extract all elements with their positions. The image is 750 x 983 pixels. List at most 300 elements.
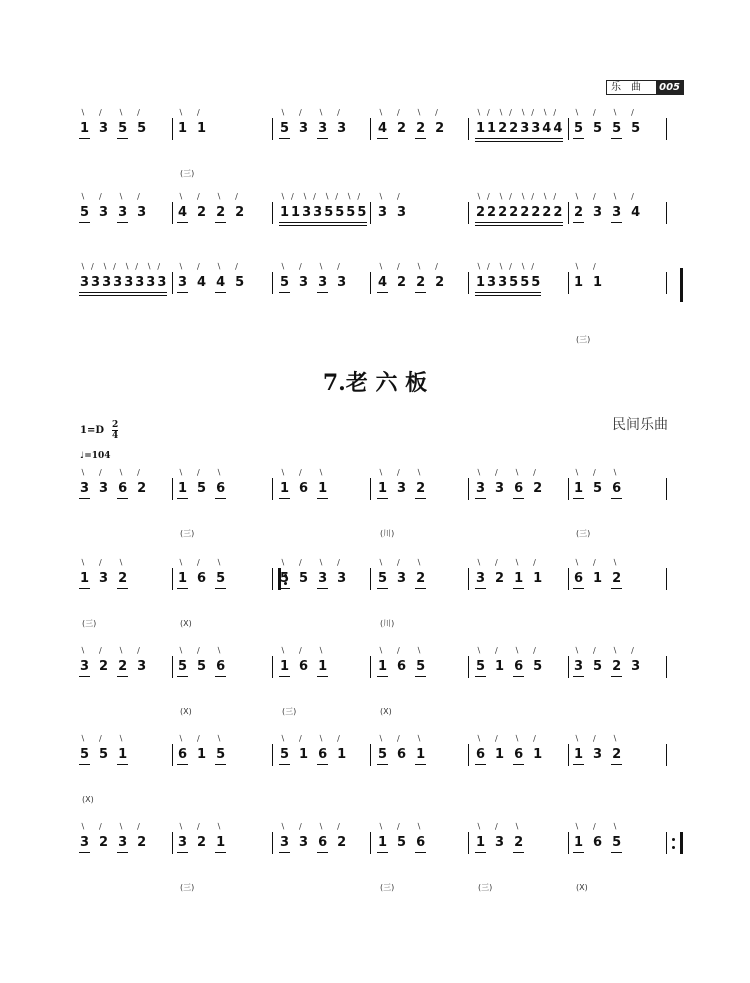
bowing-mark: ∖ xyxy=(574,558,580,567)
bowing-mark: ∖ xyxy=(118,108,124,117)
note: 3 ∕ xyxy=(397,468,407,496)
note: 1 ∕ xyxy=(337,734,347,762)
barline xyxy=(568,478,569,500)
bowing-mark: ∕ xyxy=(631,108,634,117)
section-tag xyxy=(606,80,684,95)
note: 6 ∕ xyxy=(397,646,407,674)
note: 3 ∖ xyxy=(118,192,128,220)
fingering-mark: (三) xyxy=(282,707,297,716)
measure xyxy=(80,468,147,496)
measure xyxy=(378,262,445,290)
measure xyxy=(476,192,563,220)
bowing-mark: ∕ xyxy=(299,558,302,567)
bowing-mark: ∕ xyxy=(337,108,340,117)
fingering-mark: (三) xyxy=(380,883,395,892)
upper_systems-system xyxy=(80,262,690,344)
note: 6 ∕ xyxy=(397,734,407,762)
bowing-mark: ∕ xyxy=(495,468,498,477)
bowing-mark: ∖ xyxy=(416,558,422,567)
bowing-mark: ∖ xyxy=(118,558,124,567)
note: 3 ∕ xyxy=(397,192,407,220)
bowing-mark: ∕ xyxy=(593,192,596,201)
note: 3 ∖ xyxy=(612,192,622,220)
bowing-mark: ∖ xyxy=(80,646,86,655)
bowing-mark: ∕ xyxy=(495,558,498,567)
note: 5 ∖ xyxy=(520,262,530,290)
bowing-mark: ∖ xyxy=(476,734,482,743)
barline xyxy=(568,568,569,590)
note: 3 ∕ xyxy=(531,108,541,136)
bowing-mark: ∖ xyxy=(612,192,618,201)
fingering-mark: (X) xyxy=(180,707,192,716)
repeat-end-barline xyxy=(680,832,683,854)
fingering-mark: (三) xyxy=(82,619,97,628)
note: 6 ∖ xyxy=(318,822,328,850)
note: 1 ∖ xyxy=(416,734,426,762)
bowing-mark: ∕ xyxy=(593,646,596,655)
bowing-mark: ∖ xyxy=(378,108,384,117)
note: 3 ∕ xyxy=(137,192,147,220)
note: 3 ∖ xyxy=(476,468,486,496)
note: 1 ∖ xyxy=(178,558,188,586)
measure xyxy=(476,734,543,762)
note: 2 ∕ xyxy=(137,822,147,850)
note: 1 ∖ xyxy=(378,822,388,850)
bowing-mark: ∕ xyxy=(531,262,534,271)
bowing-mark: ∕ xyxy=(593,262,596,271)
bowing-mark: ∕ xyxy=(137,192,140,201)
bowing-mark: ∕ xyxy=(197,646,200,655)
bowing-mark: ∕ xyxy=(137,646,140,655)
note: 3 ∕ xyxy=(593,192,603,220)
note: 1 ∖ xyxy=(80,558,90,586)
bowing-mark: ∖ xyxy=(574,734,580,743)
note: 3 ∕ xyxy=(631,646,641,674)
bowing-mark: ∖ xyxy=(514,646,520,655)
measure xyxy=(178,108,207,136)
note: 1 ∖ xyxy=(280,192,290,220)
barline xyxy=(172,272,173,294)
barline xyxy=(172,568,173,590)
bowing-mark: ∖ xyxy=(514,468,520,477)
barline xyxy=(468,744,469,766)
bowing-mark: ∖ xyxy=(612,108,618,117)
note: 2 ∕ xyxy=(531,192,541,220)
measure xyxy=(574,192,641,220)
barline xyxy=(568,272,569,294)
bowing-mark: ∖ xyxy=(378,192,384,201)
note: 3 ∕ xyxy=(299,108,309,136)
bowing-mark: ∖ xyxy=(318,108,324,117)
final-barline xyxy=(680,268,683,302)
bowing-mark: ∕ xyxy=(397,262,400,271)
measure xyxy=(476,262,541,290)
note: 2 ∖ xyxy=(520,192,530,220)
note: 2 ∕ xyxy=(397,262,407,290)
note: 3 ∖ xyxy=(302,192,312,220)
key-signature: 1=D xyxy=(80,425,105,436)
bowing-mark: ∖ xyxy=(378,468,384,477)
note: 6 ∖ xyxy=(514,734,524,762)
bowing-mark: ∖ xyxy=(514,822,520,831)
note: 3 ∖ xyxy=(118,822,128,850)
measure xyxy=(574,734,622,762)
note: 3 ∕ xyxy=(495,468,505,496)
measure xyxy=(574,468,622,496)
bowing-mark: ∖ xyxy=(476,558,482,567)
bowing-mark: ∖ xyxy=(498,192,504,201)
barline xyxy=(468,478,469,500)
note: 3 ∕ xyxy=(313,192,323,220)
note: 2 ∖ xyxy=(612,646,622,674)
measure xyxy=(178,646,226,674)
lower_systems-system xyxy=(80,646,690,716)
note: 1 ∕ xyxy=(197,108,207,136)
bowing-mark: ∕ xyxy=(99,558,102,567)
note: 3 ∖ xyxy=(80,822,90,850)
bowing-mark: ∕ xyxy=(631,646,634,655)
note: 5 ∕ xyxy=(299,558,309,586)
note: 5 ∖ xyxy=(476,646,486,674)
note: 1 ∖ xyxy=(476,262,486,290)
note: 3 ∕ xyxy=(337,558,347,586)
barline xyxy=(666,272,667,294)
note: 3 ∕ xyxy=(137,646,147,674)
note: 2 ∕ xyxy=(553,192,563,220)
note: 2 ∕ xyxy=(533,468,543,496)
measure xyxy=(378,558,426,586)
note: 2 ∕ xyxy=(337,822,347,850)
note: 5 ∕ xyxy=(533,646,543,674)
bowing-mark: ∖ xyxy=(280,646,286,655)
upper_systems-system xyxy=(80,192,690,236)
barline xyxy=(568,118,569,140)
bowing-mark: ∕ xyxy=(593,108,596,117)
note: 6 ∕ xyxy=(593,822,603,850)
note: 2 ∖ xyxy=(416,468,426,496)
barline xyxy=(568,832,569,854)
note: 3 ∖ xyxy=(124,262,134,290)
note: 2 ∖ xyxy=(416,108,426,136)
note: 3 ∕ xyxy=(91,262,101,290)
note: 5 ∕ xyxy=(631,108,641,136)
bowing-mark: ∕ xyxy=(531,108,534,117)
time-signature xyxy=(112,420,118,441)
barline xyxy=(172,118,173,140)
note: 5 ∕ xyxy=(593,108,603,136)
note: 1 ∖ xyxy=(318,646,328,674)
bowing-mark: ∕ xyxy=(157,262,161,271)
note: 5 ∖ xyxy=(80,734,90,762)
bowing-mark: ∖ xyxy=(318,646,324,655)
note: 1 ∖ xyxy=(216,822,226,850)
note: 3 ∕ xyxy=(337,262,347,290)
measure xyxy=(574,646,641,674)
note: 5 ∖ xyxy=(216,734,226,762)
bowing-mark: ∖ xyxy=(80,468,86,477)
bowing-mark: ∕ xyxy=(509,108,512,117)
bowing-mark: ∖ xyxy=(520,262,526,271)
note: 2 ∕ xyxy=(509,192,519,220)
measure xyxy=(280,262,347,290)
note: 2 ∕ xyxy=(197,822,207,850)
note: 2 ∖ xyxy=(476,192,486,220)
bowing-mark: ∖ xyxy=(612,734,618,743)
note: 5 ∖ xyxy=(324,192,334,220)
bowing-mark: ∖ xyxy=(318,468,324,477)
barline xyxy=(370,832,371,854)
note: 3 ∖ xyxy=(178,822,188,850)
note: 5 ∖ xyxy=(378,734,388,762)
note: 1 ∕ xyxy=(487,108,497,136)
note: 2 ∖ xyxy=(574,192,584,220)
measure xyxy=(476,822,524,850)
page-number: 005 xyxy=(656,81,683,94)
barline xyxy=(568,656,569,678)
bowing-mark: ∕ xyxy=(137,108,140,117)
bowing-mark: ∕ xyxy=(533,558,536,567)
measure xyxy=(80,646,147,674)
note: 6 ∖ xyxy=(216,468,226,496)
barline xyxy=(666,202,667,224)
note: 5 ∖ xyxy=(216,558,226,586)
bowing-mark: ∖ xyxy=(378,822,384,831)
bowing-mark: ∖ xyxy=(318,822,324,831)
bowing-mark: ∖ xyxy=(542,192,548,201)
note: 1 ∖ xyxy=(178,468,188,496)
note: 5 ∖ xyxy=(574,108,584,136)
bowing-mark: ∖ xyxy=(498,262,504,271)
bowing-mark: ∖ xyxy=(216,558,222,567)
barline xyxy=(370,744,371,766)
bowing-mark: ∖ xyxy=(118,468,124,477)
bowing-mark: ∕ xyxy=(593,558,596,567)
bowing-mark: ∕ xyxy=(197,192,200,201)
bowing-mark: ∕ xyxy=(335,192,338,201)
note: 3 ∖ xyxy=(318,108,328,136)
note: 5 ∕ xyxy=(593,646,603,674)
lower_systems-system xyxy=(80,822,690,892)
measure xyxy=(80,558,128,586)
note: 3 ∖ xyxy=(318,558,328,586)
bowing-mark: ∕ xyxy=(337,822,340,831)
note: 1 ∖ xyxy=(378,468,388,496)
bowing-mark: ∕ xyxy=(137,822,140,831)
note: 2 ∖ xyxy=(118,558,128,586)
bowing-mark: ∖ xyxy=(416,646,422,655)
bowing-mark: ∖ xyxy=(280,262,286,271)
bowing-mark: ∖ xyxy=(118,646,124,655)
bowing-mark: ∖ xyxy=(612,468,618,477)
bowing-mark: ∕ xyxy=(337,558,340,567)
bowing-mark: ∖ xyxy=(378,734,384,743)
note: 2 ∕ xyxy=(235,192,245,220)
bowing-mark: ∖ xyxy=(612,822,618,831)
barline xyxy=(468,118,469,140)
note: 4 ∖ xyxy=(216,262,226,290)
note: 1 ∖ xyxy=(318,468,328,496)
note: 4 ∕ xyxy=(197,262,207,290)
note: 1 ∖ xyxy=(574,822,584,850)
barline xyxy=(370,272,371,294)
bowing-mark: ∕ xyxy=(197,262,200,271)
measure xyxy=(280,468,328,496)
measure xyxy=(378,192,407,220)
bowing-mark: ∕ xyxy=(495,822,498,831)
barline xyxy=(272,656,273,678)
bowing-mark: ∕ xyxy=(553,108,557,117)
lower_systems-system xyxy=(80,468,690,538)
bowing-mark: ∕ xyxy=(397,192,400,201)
note: 1 ∖ xyxy=(280,646,290,674)
bowing-mark: ∖ xyxy=(216,734,222,743)
bowing-mark: ∖ xyxy=(216,822,222,831)
bowing-mark: ∖ xyxy=(80,108,86,117)
note: 3 ∖ xyxy=(520,108,530,136)
bowing-mark: ∖ xyxy=(280,558,286,567)
bowing-mark: ∖ xyxy=(612,558,618,567)
note: 6 ∖ xyxy=(514,646,524,674)
barline xyxy=(666,744,667,766)
note: 5 ∕ xyxy=(197,468,207,496)
note: 4 ∖ xyxy=(178,192,188,220)
bowing-mark: ∕ xyxy=(197,108,200,117)
note: 6 ∖ xyxy=(318,734,328,762)
fingering-mark: (三) xyxy=(478,883,493,892)
time-signature-top: 2 xyxy=(112,420,119,430)
note: 3 ∕ xyxy=(99,558,109,586)
note: 2 ∕ xyxy=(99,646,109,674)
bowing-mark: ∕ xyxy=(487,192,490,201)
note: 6 ∖ xyxy=(514,468,524,496)
barline xyxy=(666,478,667,500)
bowing-mark: ∕ xyxy=(495,646,498,655)
barline xyxy=(172,656,173,678)
bowing-mark: ∖ xyxy=(346,192,352,201)
note: 6 ∕ xyxy=(299,646,309,674)
barline xyxy=(568,744,569,766)
measure xyxy=(378,822,426,850)
measure xyxy=(574,262,603,290)
measure xyxy=(280,822,347,850)
bowing-mark: ∕ xyxy=(397,558,400,567)
note: 1 ∕ xyxy=(593,558,603,586)
measure xyxy=(80,108,147,136)
note: 4 ∕ xyxy=(553,108,563,136)
bowing-mark: ∖ xyxy=(520,108,526,117)
note: 2 ∕ xyxy=(509,108,519,136)
note: 6 ∖ xyxy=(476,734,486,762)
fingering-mark: (X) xyxy=(82,795,94,804)
barline xyxy=(370,118,371,140)
bowing-mark: ∕ xyxy=(197,558,200,567)
note: 5 ∖ xyxy=(280,262,290,290)
note: 6 ∖ xyxy=(118,468,128,496)
bowing-mark: ∖ xyxy=(118,192,124,201)
barline xyxy=(272,744,273,766)
barline xyxy=(172,832,173,854)
lower_systems-system xyxy=(80,558,690,628)
note: 3 ∖ xyxy=(178,262,188,290)
barline xyxy=(370,656,371,678)
bowing-mark: ∕ xyxy=(337,734,340,743)
measure xyxy=(178,468,226,496)
note: 5 ∖ xyxy=(280,734,290,762)
bowing-mark: ∕ xyxy=(397,822,400,831)
bowing-mark: ∖ xyxy=(378,558,384,567)
note: 1 ∕ xyxy=(533,558,543,586)
barline xyxy=(370,568,371,590)
bowing-mark: ∖ xyxy=(80,822,86,831)
piece-attribution: 民间乐曲 xyxy=(612,417,668,433)
bowing-mark: ∕ xyxy=(235,192,238,201)
bowing-mark: ∖ xyxy=(280,108,286,117)
note: 3 ∕ xyxy=(299,822,309,850)
fingering-mark: (三) xyxy=(576,529,591,538)
bowing-mark: ∕ xyxy=(631,192,634,201)
note: 3 ∕ xyxy=(99,108,109,136)
note: 5 ∖ xyxy=(118,108,128,136)
measure xyxy=(280,108,347,136)
bowing-mark: ∖ xyxy=(416,734,422,743)
note: 3 ∖ xyxy=(80,262,90,290)
note: 5 ∕ xyxy=(99,734,109,762)
measure xyxy=(574,822,622,850)
bowing-mark: ∖ xyxy=(118,822,124,831)
note: 5 ∖ xyxy=(612,108,622,136)
measure xyxy=(80,192,147,220)
fingering-mark: (三) xyxy=(180,883,195,892)
barline xyxy=(666,568,667,590)
bowing-mark: ∖ xyxy=(416,108,422,117)
note: 3 ∖ xyxy=(102,262,112,290)
bowing-mark: ∕ xyxy=(99,646,102,655)
note: 2 ∕ xyxy=(137,468,147,496)
note: 3 ∕ xyxy=(593,734,603,762)
note: 5 ∕ xyxy=(509,262,519,290)
note: 1 ∕ xyxy=(533,734,543,762)
bowing-mark: ∖ xyxy=(280,822,286,831)
bowing-mark: ∖ xyxy=(178,262,184,271)
bowing-mark: ∖ xyxy=(146,262,152,271)
bowing-mark: ∖ xyxy=(178,734,184,743)
note: 2 ∕ xyxy=(487,192,497,220)
bowing-mark: ∕ xyxy=(299,734,302,743)
note: 2 ∖ xyxy=(542,192,552,220)
note: 3 ∖ xyxy=(318,262,328,290)
note: 3 ∕ xyxy=(99,468,109,496)
bowing-mark: ∖ xyxy=(178,558,184,567)
note: 1 ∖ xyxy=(574,468,584,496)
barline xyxy=(468,832,469,854)
bowing-mark: ∕ xyxy=(533,468,536,477)
note: 1 ∕ xyxy=(291,192,301,220)
note: 3 ∖ xyxy=(378,192,388,220)
measure xyxy=(574,108,641,136)
bowing-mark: ∖ xyxy=(378,262,384,271)
bowing-mark: ∕ xyxy=(197,822,200,831)
bowing-mark: ∖ xyxy=(318,734,324,743)
barline xyxy=(272,202,273,224)
note: 6 ∕ xyxy=(197,558,207,586)
measure xyxy=(378,468,426,496)
bowing-mark: ∖ xyxy=(318,558,324,567)
note: 1 ∖ xyxy=(476,108,486,136)
bowing-mark: ∕ xyxy=(495,734,498,743)
note: 5 ∖ xyxy=(378,558,388,586)
note: 1 ∕ xyxy=(593,262,603,290)
note: 5 ∕ xyxy=(235,262,245,290)
